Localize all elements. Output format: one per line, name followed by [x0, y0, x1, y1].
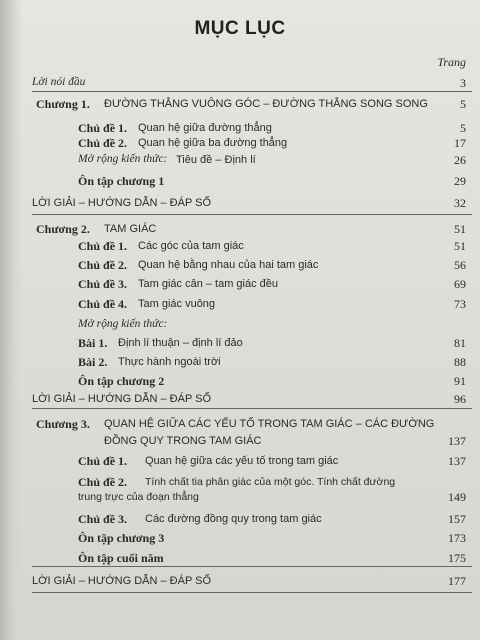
page-number: 51 [454, 239, 466, 253]
page-number: 17 [454, 136, 466, 150]
page-title: MỤC LỤC [194, 18, 286, 39]
page-number: 177 [448, 574, 466, 588]
page-number: 56 [454, 258, 466, 272]
page-number: 137 [448, 434, 466, 448]
page-number: 3 [460, 76, 466, 90]
page-number: 175 [448, 551, 466, 565]
divider [32, 408, 472, 409]
page-number: 26 [454, 153, 466, 167]
book-page: MỤC LỤC Trang Lời nói đầu 3 Chương 1. ĐƯỜNG THẲNG VUÔNG GÓC – ĐƯỜNG THẲNG SONG SONG 5 Chủ đề 1. Quan hệ giữa đường thẳng 5 Chủ đề 2. Quan hệ giữa ba đường thẳng 17 Mở rộng kiến thức: Tiêu đề – Định lí 26 Ôn tập chương 1 29 LỜI GIẢI – HƯỚNG DẪN – ĐÁP SỐ 32 Chương 2. TAM GIÁC 51 Chủ đề 1. Các góc của tam giác 51 Chủ đề 2. Quan hệ bằng nhau của hai tam giác 56 Chủ đề 3. Tam giác cân – tam giác đều 69 Chủ đề 4. Tam giác vuông 73 Mở rộng kiến thức: Bài 1. Định lí thuận – định lí đảo 81 Bài 2. Thực hành ngoài trời 88 Ôn tập chương 2 91 LỜI GIẢI – HƯỚNG DẪN – ĐÁP SỐ 96 Chương 3. QUAN HỆ GIỮA CÁC YẾU TỐ TRONG TAM GIÁC – CÁC ĐƯỜNG ĐỒNG QUY TRONG TAM GIÁC 137 Chủ đề 1. Quan hệ giữa các yếu tố trong tam giác 137 Chủ đề 2. Tính chất tia phân giác của một góc. Tính chất đường trung trực của đoạn thẳng 149 Chủ đề 3. Các đường đồng quy trong tam giác 157 Ôn tập chương 3 173 Ôn tập cuối năm 175 LỜI GIẢI – HƯỚNG DẪN – ĐÁP SỐ 177 [0, 0, 480, 640]
page-number: 137 [448, 454, 466, 468]
page-number: 29 [454, 174, 466, 188]
page-number: 96 [454, 392, 466, 406]
page-number: 32 [454, 196, 466, 210]
page-number: 173 [448, 531, 466, 545]
page-number: 51 [454, 222, 466, 236]
divider [32, 214, 472, 215]
divider [32, 566, 472, 567]
page-number: 5 [460, 121, 466, 135]
page-number: 73 [454, 297, 466, 311]
page-number: 88 [454, 355, 466, 369]
page-number: 157 [448, 512, 466, 526]
page-column-header: Trang [437, 55, 466, 69]
divider [32, 91, 472, 92]
page-number: 69 [454, 277, 466, 291]
page-number: 149 [448, 490, 466, 504]
divider [32, 592, 472, 593]
page-number: 5 [460, 97, 466, 111]
page-number: 81 [454, 336, 466, 350]
page-binding-shadow [0, 0, 22, 640]
page-number: 91 [454, 374, 466, 388]
